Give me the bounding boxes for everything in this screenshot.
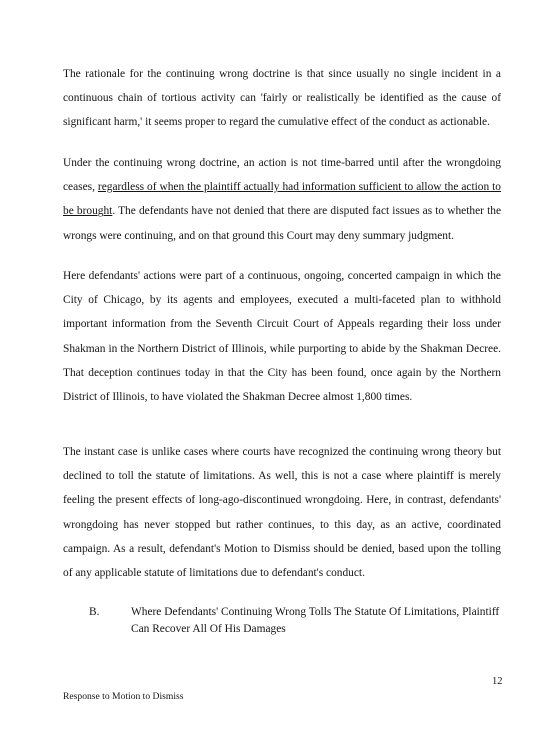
paragraph-text: Under the continuing wrong doctrine, an action is not time-barred until after the wrongdoing ceases, xyxy=(63,157,501,194)
paragraph-text: . The defendants have not denied that there are disputed fact issues as to whether the wrongs were continuing, and on that ground this Court may deny summary judgment. xyxy=(63,205,501,242)
section-letter: B. xyxy=(89,606,100,618)
paragraph-continuing-wrong-doctrine xyxy=(63,151,501,248)
section-title: Where Defendants' Continuing Wrong Tolls The Statute Of Limitations, Plaintiff Can Recover All Of His Damages xyxy=(131,606,500,635)
paragraph-defendants-actions: Here defendants' actions were part of a continuous, ongoing, concerted campaign in which the City of Chicago, by its agents and employees, executed a multi-faceted plan to withhold important information from the Seventh Circuit Court of Appeals regarding their loss under Shakman in the Northern District of Illinois, while purporting to abide by the Shakman Decree. That deception continues today in that the City has been found, once again by the Northern District of Illinois, to have violated the Shakman Decree almost 1,800 times. xyxy=(63,270,501,404)
page-number: 12 xyxy=(492,676,503,687)
paragraph-instant-case: The instant case is unlike cases where courts have recognized the continuing wrong theory but declined to toll the statute of limitations. As well, this is not a case where plaintiff is merely feeling the present effects of long-ago-discontinued wrongdoing. Here, in contrast, defendants' wrongdoing has never stopped but rather continues, to this day, as an active, coordinated campaign. As a result, defendant's Motion to Dismiss should be denied, based upon the tolling of any applicable statute of limitations due to defendant's conduct. xyxy=(63,446,501,580)
footer-label: Response to Motion to Dismiss xyxy=(63,691,184,702)
paragraph-continuing-wrong-rationale: The rationale for the continuing wrong doctrine is that since usually no single incident in a continuous chain of tortious activity can 'fairly or realistically be identified as the cause of significant harm,' it seems proper to regard the cumulative effect of the conduct as actionable. xyxy=(63,68,501,129)
underlined-text: regardless of when the plaintiff actually had information sufficient to allow the action to be brought xyxy=(63,181,501,218)
